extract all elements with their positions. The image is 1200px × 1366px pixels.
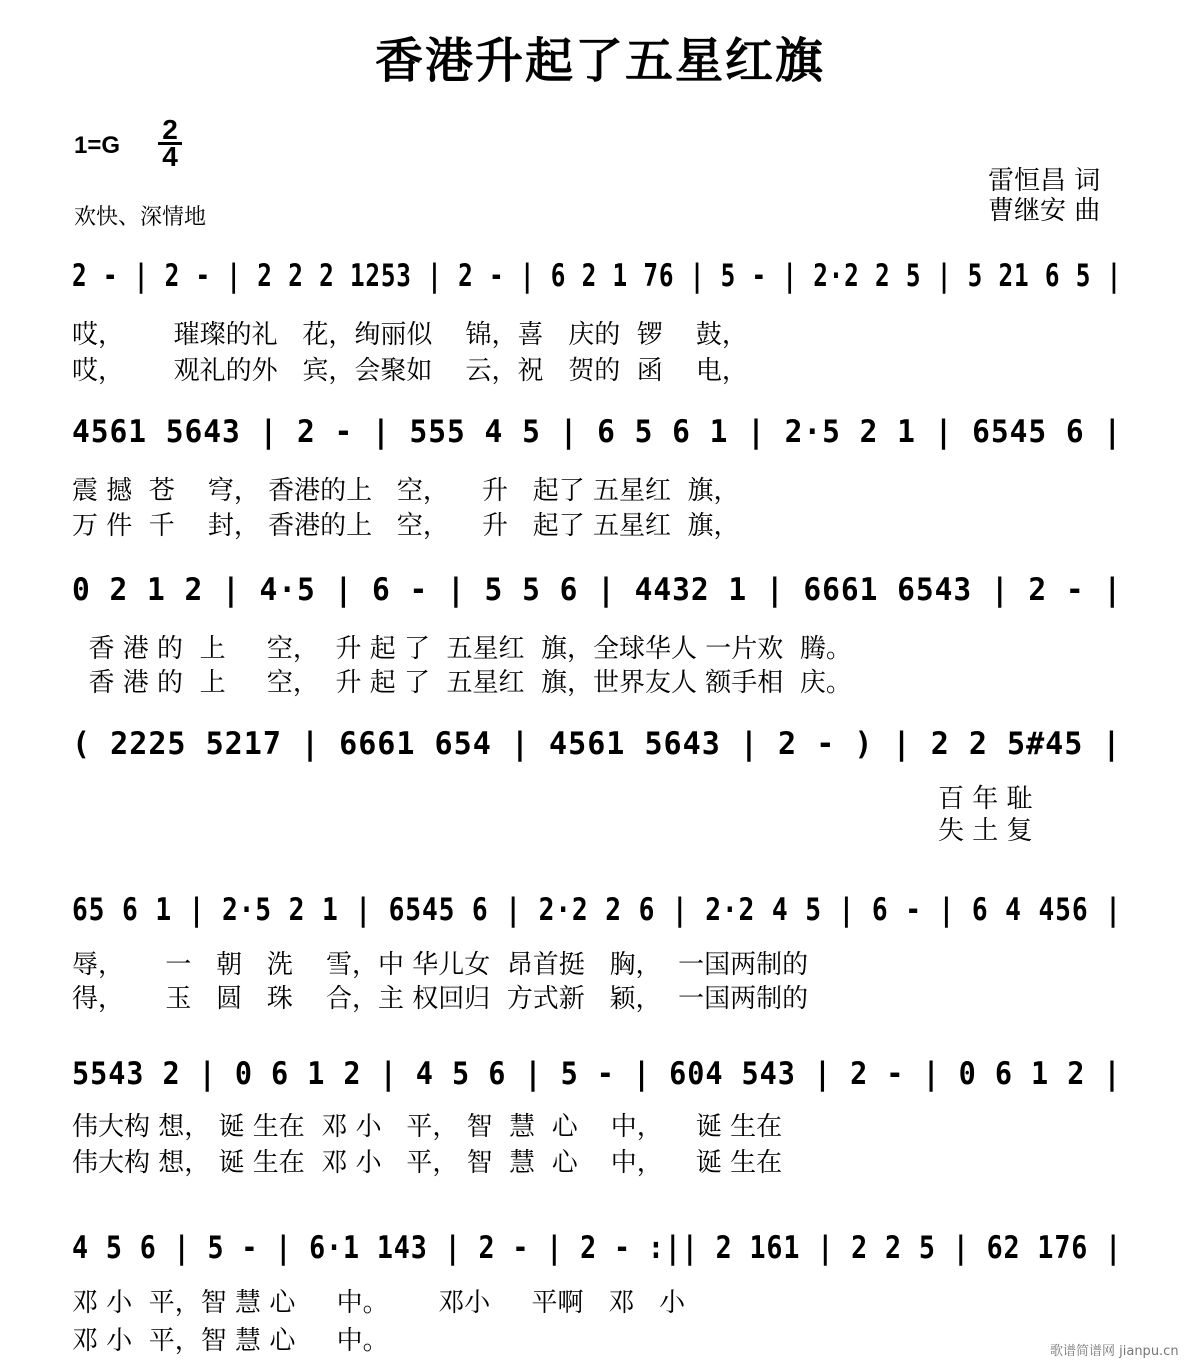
lyricist-credit: 雷恒昌 词 <box>988 166 1101 196</box>
notation-line: 4 5 6 | 5 - | 6·1 143 | 2 - | 2 - :|| 2 161 | 2 2 5 | 62 176 | <box>72 1230 1123 1266</box>
notation-line: 2 - | 2 - | 2 2 2 1253 | 2 - | 6 2 1 76 | 5 - | 2·2 2 5 | 5 21 6 5 | <box>72 258 1123 294</box>
lyrics-verse2-row-1: 哎， 观礼的外 宾，会聚如 云，祝 贺的 函 电， <box>72 356 748 386</box>
watermark: 歌谱简谱网 jianpu.cn <box>1050 1344 1179 1359</box>
lyrics-verse2-row-7: 邓 小 平，智 慧 心 中。 <box>72 1326 389 1356</box>
time-signature-top: 2 <box>162 114 178 145</box>
lyrics-verse2-row-6: 伟大构 想， 诞 生在 邓 小 平， 智 慧 心 中， 诞 生在 <box>72 1148 783 1178</box>
lyrics-verse1-row-5: 辱， 一 朝 洗 雪，中 华儿女 昂首挺 胸， 一国两制的 <box>72 950 809 980</box>
music-row-7 <box>72 1230 1132 1280</box>
lyrics-verse1-row-1: 哎， 璀璨的礼 花，绚丽似 锦，喜 庆的 锣 鼓， <box>72 320 748 350</box>
lyrics-verse1-row-7: 邓 小 平，智 慧 心 中。 邓小 平啊 邓 小 <box>72 1288 686 1318</box>
notation-line: 4561 5643 | 2 - | 555 4 5 | 6 5 6 1 | 2·5 2 1 | 6545 6 | <box>72 414 1123 450</box>
tempo-marking: 欢快、深情地 <box>74 205 207 230</box>
lyrics-verse2-row-4: 失 土 复 <box>938 816 1033 846</box>
lyrics-verse2-row-2: 万 件 千 封， 香港的上 空， 升 起了 五星红 旗， <box>72 511 740 541</box>
lyrics-verse2-row-3: 香 港 的 上 空， 升 起 了 五星红 旗，世界友人 额手相 庆。 <box>72 668 852 698</box>
time-signature-bottom: 4 <box>162 141 178 172</box>
music-row-1 <box>72 258 1132 308</box>
music-row-5 <box>72 892 1132 942</box>
notation-line: ( 2225 5217 | 6661 654 | 4561 5643 | 2 - ) | 2 2 5#45 | <box>72 726 1122 762</box>
lyrics-verse2-row-5: 得， 玉 圆 珠 合，主 权回归 方式新 颖， 一国两制的 <box>72 984 809 1014</box>
notation-line: 65 6 1 | 2·5 2 1 | 6545 6 | 2·2 2 6 | 2·2 4 5 | 6 - | 6 4 456 | <box>72 892 1122 928</box>
lyrics-verse1-row-4: 百 年 耻 <box>938 784 1033 814</box>
music-row-6 <box>72 1056 1132 1106</box>
song-title: 香港升起了五星红旗 <box>374 33 825 89</box>
lyrics-verse1-row-6: 伟大构 想， 诞 生在 邓 小 平， 智 慧 心 中， 诞 生在 <box>72 1112 783 1142</box>
key-signature: 1=G <box>74 132 121 159</box>
notation-line: 0 2 1 2 | 4·5 | 6 - | 5 5 6 | 4432 1 | 6661 6543 | 2 - | <box>72 572 1123 608</box>
notation-line: 5543 2 | 0 6 1 2 | 4 5 6 | 5 - | 604 543 | 2 - | 0 6 1 2 | <box>72 1056 1122 1092</box>
music-row-4 <box>72 726 1132 776</box>
time-signature <box>156 114 184 172</box>
lyrics-verse1-row-2: 震 撼 苍 穹， 香港的上 空， 升 起了 五星红 旗， <box>72 476 740 506</box>
composer-credit: 曹继安 曲 <box>988 196 1101 226</box>
lyrics-verse1-row-3: 香 港 的 上 空， 升 起 了 五星红 旗，全球华人 一片欢 腾。 <box>72 634 852 664</box>
music-row-3 <box>72 572 1132 622</box>
music-row-2 <box>72 414 1132 464</box>
